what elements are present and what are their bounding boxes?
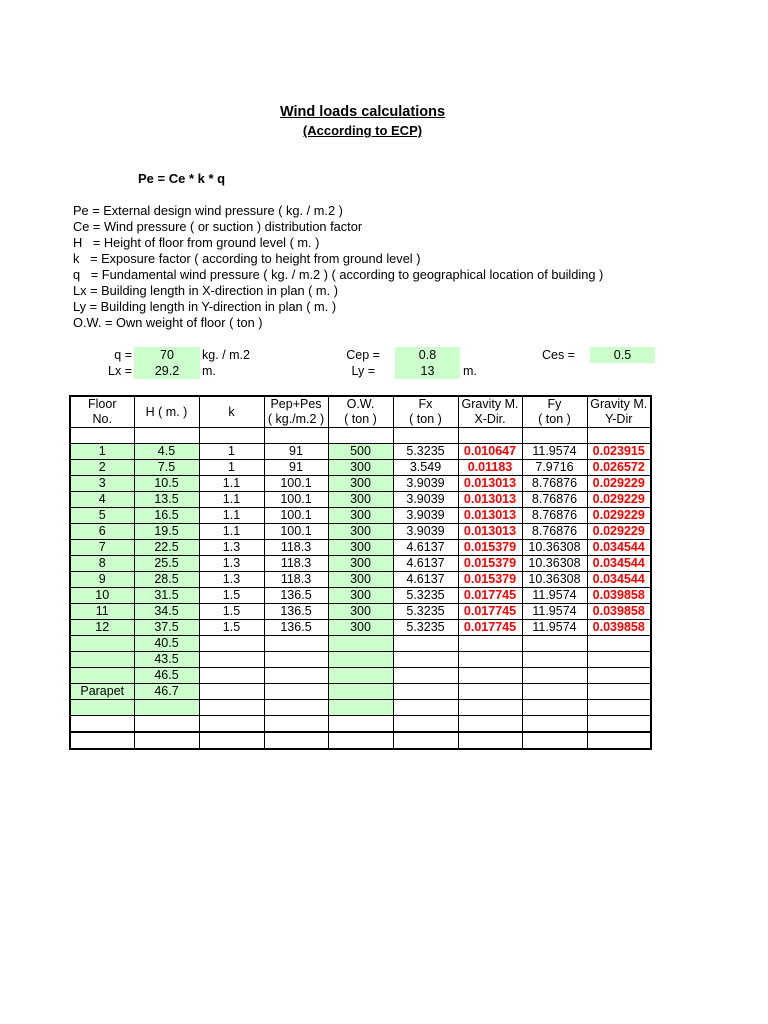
cell-pep-pes[interactable]: 100.1 xyxy=(264,508,328,524)
ces-label: Ces = xyxy=(541,348,575,362)
cell-gravity-x[interactable]: 0.015379 xyxy=(458,556,522,572)
ly-value[interactable]: 13 xyxy=(395,363,460,379)
cell-k[interactable]: 1 xyxy=(199,460,264,476)
q-label: q = xyxy=(114,348,132,362)
cell-fy[interactable] xyxy=(522,668,587,684)
table-row xyxy=(70,556,651,572)
header-pep-pes: Pep+Pes xyxy=(264,396,328,412)
ly-label: Ly = xyxy=(351,364,375,378)
cell-gravity-x[interactable] xyxy=(458,684,522,700)
page-subtitle: (According to ECP) xyxy=(302,123,423,138)
cell-gravity-y[interactable]: 0.034544 xyxy=(587,572,651,588)
cell-floor[interactable] xyxy=(70,636,134,652)
table-row xyxy=(70,524,651,540)
cell-gravity-x[interactable]: 0.015379 xyxy=(458,540,522,556)
cell-floor[interactable]: 2 xyxy=(70,460,134,476)
table-row xyxy=(70,476,651,492)
cell-pep-pes[interactable] xyxy=(264,428,328,444)
header-h: H ( m. ) xyxy=(134,396,199,428)
table-row xyxy=(70,460,651,476)
cell-fy[interactable]: 8.76876 xyxy=(522,476,587,492)
cell-floor[interactable] xyxy=(70,732,134,749)
cell-pep-pes[interactable] xyxy=(264,684,328,700)
table-row xyxy=(70,604,651,620)
table-row xyxy=(70,636,651,652)
header-gravity-x: Gravity M. xyxy=(458,396,522,412)
cell-k[interactable]: 1.3 xyxy=(199,540,264,556)
header-fy: Fy xyxy=(522,396,587,412)
cell-ow[interactable]: 300 xyxy=(328,588,393,604)
cell-fy[interactable]: 8.76876 xyxy=(522,492,587,508)
cell-floor[interactable] xyxy=(70,428,134,444)
cell-fx[interactable]: 4.6137 xyxy=(393,556,458,572)
cell-ow[interactable] xyxy=(328,636,393,652)
header-gravity-y: Gravity M. xyxy=(587,396,651,412)
cell-pep-pes[interactable]: 136.5 xyxy=(264,588,328,604)
cell-floor[interactable] xyxy=(70,716,134,733)
cell-fx[interactable] xyxy=(393,684,458,700)
cell-fy[interactable]: 10.36308 xyxy=(522,572,587,588)
cell-fx[interactable] xyxy=(393,732,458,749)
cep-label: Cep = xyxy=(346,348,380,362)
table-row xyxy=(70,540,651,556)
cell-fx[interactable]: 3.9039 xyxy=(393,508,458,524)
formula: Pe = Ce * k * q xyxy=(138,171,226,186)
cell-k[interactable] xyxy=(199,636,264,652)
cell-floor[interactable]: 10 xyxy=(70,588,134,604)
cell-gravity-x[interactable] xyxy=(458,732,522,749)
cell-fx[interactable]: 5.3235 xyxy=(393,604,458,620)
cell-k[interactable] xyxy=(199,716,264,733)
table-row xyxy=(70,588,651,604)
cell-ow[interactable]: 300 xyxy=(328,556,393,572)
cell-k[interactable] xyxy=(199,684,264,700)
definition-pe: Pe = External design wind pressure ( kg. / m.2 ) xyxy=(73,203,343,218)
cell-ow[interactable] xyxy=(328,684,393,700)
cell-k[interactable]: 1.5 xyxy=(199,604,264,620)
table-row xyxy=(70,508,651,524)
cell-pep-pes[interactable]: 118.3 xyxy=(264,556,328,572)
cell-gravity-y[interactable] xyxy=(587,668,651,684)
q-value[interactable]: 70 xyxy=(134,347,200,363)
header-gravity-y-sub: Y-Dir xyxy=(587,412,651,428)
cell-fy[interactable]: 11.9574 xyxy=(522,444,587,460)
cell-gravity-x[interactable]: 0.013013 xyxy=(458,508,522,524)
cell-fx[interactable] xyxy=(393,668,458,684)
table-header-row-top xyxy=(70,396,651,412)
cell-pep-pes[interactable]: 136.5 xyxy=(264,620,328,636)
cell-gravity-y[interactable] xyxy=(587,652,651,668)
cell-gravity-y[interactable]: 0.029229 xyxy=(587,476,651,492)
definition-q: q = Fundamental wind pressure ( kg. / m.2 ) ( according to geographical location of building ) xyxy=(73,267,604,282)
cell-floor[interactable]: 8 xyxy=(70,556,134,572)
cell-fy[interactable]: 11.9574 xyxy=(522,588,587,604)
cell-ow[interactable] xyxy=(328,668,393,684)
cell-pep-pes[interactable] xyxy=(264,716,328,733)
header-floor-sub: No. xyxy=(70,412,134,428)
table-row xyxy=(70,620,651,636)
cell-gravity-x[interactable]: 0.013013 xyxy=(458,476,522,492)
cell-ow[interactable] xyxy=(328,652,393,668)
ces-value[interactable]: 0.5 xyxy=(590,347,655,363)
cell-fx[interactable] xyxy=(393,636,458,652)
cell-h[interactable]: 25.5 xyxy=(134,556,199,572)
cell-pep-pes[interactable]: 118.3 xyxy=(264,540,328,556)
cell-k[interactable]: 1.3 xyxy=(199,556,264,572)
definition-ow: O.W. = Own weight of floor ( ton ) xyxy=(73,315,263,330)
cell-ow[interactable]: 300 xyxy=(328,476,393,492)
cell-gravity-y[interactable]: 0.034544 xyxy=(587,540,651,556)
table-body xyxy=(70,428,651,750)
cell-h[interactable]: 13.5 xyxy=(134,492,199,508)
cell-h[interactable] xyxy=(134,716,199,733)
cell-h[interactable]: 28.5 xyxy=(134,572,199,588)
cell-h[interactable]: 16.5 xyxy=(134,508,199,524)
cell-fy[interactable]: 10.36308 xyxy=(522,556,587,572)
cell-k[interactable] xyxy=(199,668,264,684)
table-row xyxy=(70,684,651,700)
lx-unit: m. xyxy=(202,364,216,378)
table-row xyxy=(70,668,651,684)
cell-pep-pes[interactable]: 91 xyxy=(264,444,328,460)
cell-gravity-y[interactable] xyxy=(587,716,651,733)
cell-ow[interactable]: 500 xyxy=(328,444,393,460)
cell-fy[interactable] xyxy=(522,684,587,700)
cell-fy[interactable] xyxy=(522,700,587,716)
ly-unit: m. xyxy=(463,364,477,378)
definitions-list xyxy=(73,203,603,331)
cell-pep-pes[interactable]: 100.1 xyxy=(264,524,328,540)
cell-gravity-x[interactable]: 0.013013 xyxy=(458,492,522,508)
cell-gravity-x[interactable]: 0.01183 xyxy=(458,460,522,476)
cell-gravity-y[interactable] xyxy=(587,636,651,652)
cell-ow[interactable]: 300 xyxy=(328,620,393,636)
cell-h[interactable] xyxy=(134,700,199,716)
lx-value[interactable]: 29.2 xyxy=(134,363,200,379)
cell-fy[interactable] xyxy=(522,636,587,652)
cell-h[interactable]: 31.5 xyxy=(134,588,199,604)
cell-fy[interactable]: 7.9716 xyxy=(522,460,587,476)
cell-k[interactable]: 1.1 xyxy=(199,492,264,508)
cell-fx[interactable]: 5.3235 xyxy=(393,588,458,604)
cell-floor[interactable]: 11 xyxy=(70,604,134,620)
cell-k[interactable]: 1.5 xyxy=(199,620,264,636)
cell-pep-pes[interactable]: 91 xyxy=(264,460,328,476)
cell-gravity-x[interactable]: 0.013013 xyxy=(458,524,522,540)
cell-ow[interactable] xyxy=(328,716,393,733)
cell-k[interactable]: 1.1 xyxy=(199,508,264,524)
cell-pep-pes[interactable] xyxy=(264,732,328,749)
cell-gravity-x[interactable]: 0.017745 xyxy=(458,620,522,636)
cell-gravity-y[interactable]: 0.023915 xyxy=(587,444,651,460)
cell-gravity-y[interactable] xyxy=(587,700,651,716)
cell-k[interactable] xyxy=(199,428,264,444)
cell-k[interactable]: 1.1 xyxy=(199,524,264,540)
cell-h[interactable] xyxy=(134,732,199,749)
cell-ow[interactable]: 300 xyxy=(328,492,393,508)
cell-ow[interactable]: 300 xyxy=(328,508,393,524)
header-fx: Fx xyxy=(393,396,458,412)
lx-label: Lx = xyxy=(108,364,132,378)
cell-ow[interactable] xyxy=(328,700,393,716)
cell-k[interactable] xyxy=(199,652,264,668)
cell-fx[interactable]: 4.6137 xyxy=(393,572,458,588)
cell-gravity-x[interactable]: 0.015379 xyxy=(458,572,522,588)
cell-floor[interactable]: Parapet xyxy=(70,684,134,700)
cell-pep-pes[interactable]: 100.1 xyxy=(264,476,328,492)
cell-fy[interactable]: 8.76876 xyxy=(522,524,587,540)
cell-h[interactable]: 46.5 xyxy=(134,668,199,684)
cell-pep-pes[interactable] xyxy=(264,636,328,652)
cell-gravity-y[interactable] xyxy=(587,684,651,700)
cell-fy[interactable]: 10.36308 xyxy=(522,540,587,556)
cell-floor[interactable] xyxy=(70,652,134,668)
cell-ow[interactable]: 300 xyxy=(328,572,393,588)
cell-gravity-x[interactable]: 0.017745 xyxy=(458,604,522,620)
cell-fx[interactable]: 4.6137 xyxy=(393,540,458,556)
table-row xyxy=(70,492,651,508)
cell-gravity-x[interactable]: 0.010647 xyxy=(458,444,522,460)
page-title: Wind loads calculations xyxy=(279,104,446,120)
cell-fx[interactable]: 3.549 xyxy=(393,460,458,476)
q-unit: kg. / m.2 xyxy=(202,348,250,362)
cell-ow[interactable] xyxy=(328,428,393,444)
cell-fx[interactable]: 5.3235 xyxy=(393,444,458,460)
cell-h[interactable]: 19.5 xyxy=(134,524,199,540)
cell-pep-pes[interactable] xyxy=(264,668,328,684)
cell-fy[interactable]: 11.9574 xyxy=(522,620,587,636)
cell-gravity-x[interactable] xyxy=(458,636,522,652)
cell-ow[interactable]: 300 xyxy=(328,540,393,556)
cell-h[interactable]: 43.5 xyxy=(134,652,199,668)
cell-k[interactable] xyxy=(199,732,264,749)
cell-k[interactable] xyxy=(199,700,264,716)
cell-pep-pes[interactable] xyxy=(264,700,328,716)
cell-gravity-y[interactable]: 0.039858 xyxy=(587,620,651,636)
cell-h[interactable]: 46.7 xyxy=(134,684,199,700)
cell-k[interactable]: 1.5 xyxy=(199,588,264,604)
cell-k[interactable]: 1 xyxy=(199,444,264,460)
cell-ow[interactable]: 300 xyxy=(328,604,393,620)
definition-h: H = Height of floor from ground level ( m. ) xyxy=(73,235,320,250)
cell-gravity-y[interactable]: 0.029229 xyxy=(587,492,651,508)
cell-ow[interactable]: 300 xyxy=(328,460,393,476)
cell-floor[interactable] xyxy=(70,668,134,684)
cell-floor[interactable]: 4 xyxy=(70,492,134,508)
header-ow: O.W. xyxy=(328,396,393,412)
cell-gravity-x[interactable] xyxy=(458,428,522,444)
cell-gravity-x[interactable] xyxy=(458,716,522,733)
cell-k[interactable]: 1.1 xyxy=(199,476,264,492)
cell-h[interactable]: 10.5 xyxy=(134,476,199,492)
cell-gravity-y[interactable]: 0.039858 xyxy=(587,588,651,604)
header-k: k xyxy=(199,396,264,428)
cell-floor[interactable]: 5 xyxy=(70,508,134,524)
cell-gravity-y[interactable] xyxy=(587,732,651,749)
cell-k[interactable]: 1.3 xyxy=(199,572,264,588)
cell-gravity-y[interactable]: 0.034544 xyxy=(587,556,651,572)
cell-fx[interactable] xyxy=(393,716,458,733)
cell-gravity-x[interactable] xyxy=(458,700,522,716)
cell-h[interactable]: 40.5 xyxy=(134,636,199,652)
definition-ce: Ce = Wind pressure ( or suction ) distribution factor xyxy=(73,219,363,234)
table-row xyxy=(70,444,651,460)
cell-fy[interactable]: 11.9574 xyxy=(522,604,587,620)
cell-fy[interactable] xyxy=(522,428,587,444)
cell-pep-pes[interactable]: 100.1 xyxy=(264,492,328,508)
cell-floor[interactable]: 3 xyxy=(70,476,134,492)
cell-h[interactable]: 34.5 xyxy=(134,604,199,620)
cell-pep-pes[interactable]: 118.3 xyxy=(264,572,328,588)
cell-gravity-x[interactable] xyxy=(458,652,522,668)
header-fx-sub: ( ton ) xyxy=(393,412,458,428)
header-fy-sub: ( ton ) xyxy=(522,412,587,428)
cell-h[interactable] xyxy=(134,428,199,444)
definition-ly: Ly = Building length in Y-direction in plan ( m. ) xyxy=(73,299,337,314)
cell-ow[interactable]: 300 xyxy=(328,524,393,540)
wind-loads-table xyxy=(69,395,652,750)
cell-floor[interactable]: 9 xyxy=(70,572,134,588)
table-row xyxy=(70,732,651,749)
cell-floor[interactable]: 7 xyxy=(70,540,134,556)
cell-gravity-y[interactable]: 0.029229 xyxy=(587,524,651,540)
cell-fx[interactable]: 3.9039 xyxy=(393,476,458,492)
cell-fy[interactable]: 8.76876 xyxy=(522,508,587,524)
cell-gravity-y[interactable]: 0.029229 xyxy=(587,508,651,524)
cell-fy[interactable] xyxy=(522,732,587,749)
header-floor: Floor xyxy=(70,396,134,412)
cell-h[interactable]: 37.5 xyxy=(134,620,199,636)
cell-ow[interactable] xyxy=(328,732,393,749)
cell-fx[interactable] xyxy=(393,652,458,668)
cell-h[interactable]: 7.5 xyxy=(134,460,199,476)
table-row xyxy=(70,572,651,588)
cell-floor[interactable]: 1 xyxy=(70,444,134,460)
cep-value[interactable]: 0.8 xyxy=(395,347,460,363)
cell-gravity-x[interactable] xyxy=(458,668,522,684)
header-gravity-x-sub: X-Dir. xyxy=(458,412,522,428)
definition-lx: Lx = Building length in X-direction in plan ( m. ) xyxy=(73,283,338,298)
cell-fx[interactable] xyxy=(393,700,458,716)
table-row xyxy=(70,716,651,733)
cell-floor[interactable] xyxy=(70,700,134,716)
definition-k: k = Exposure factor ( according to height from ground level ) xyxy=(73,251,421,266)
cell-fy[interactable] xyxy=(522,652,587,668)
cell-fx[interactable]: 3.9039 xyxy=(393,524,458,540)
table-row xyxy=(70,428,651,444)
cell-pep-pes[interactable] xyxy=(264,652,328,668)
cell-h[interactable]: 4.5 xyxy=(134,444,199,460)
header-pep-pes-sub: ( kg./m.2 ) xyxy=(264,412,328,428)
cell-gravity-y[interactable]: 0.039858 xyxy=(587,604,651,620)
cell-fx[interactable]: 5.3235 xyxy=(393,620,458,636)
cell-pep-pes[interactable]: 136.5 xyxy=(264,604,328,620)
cell-fx[interactable]: 3.9039 xyxy=(393,492,458,508)
table-row xyxy=(70,652,651,668)
cell-h[interactable]: 22.5 xyxy=(134,540,199,556)
cell-gravity-y[interactable] xyxy=(587,428,651,444)
cell-gravity-y[interactable]: 0.026572 xyxy=(587,460,651,476)
cell-gravity-x[interactable]: 0.017745 xyxy=(458,588,522,604)
cell-fx[interactable] xyxy=(393,428,458,444)
cell-fy[interactable] xyxy=(522,716,587,733)
cell-floor[interactable]: 6 xyxy=(70,524,134,540)
cell-floor[interactable]: 12 xyxy=(70,620,134,636)
header-ow-sub: ( ton ) xyxy=(328,412,393,428)
table-row xyxy=(70,700,651,716)
